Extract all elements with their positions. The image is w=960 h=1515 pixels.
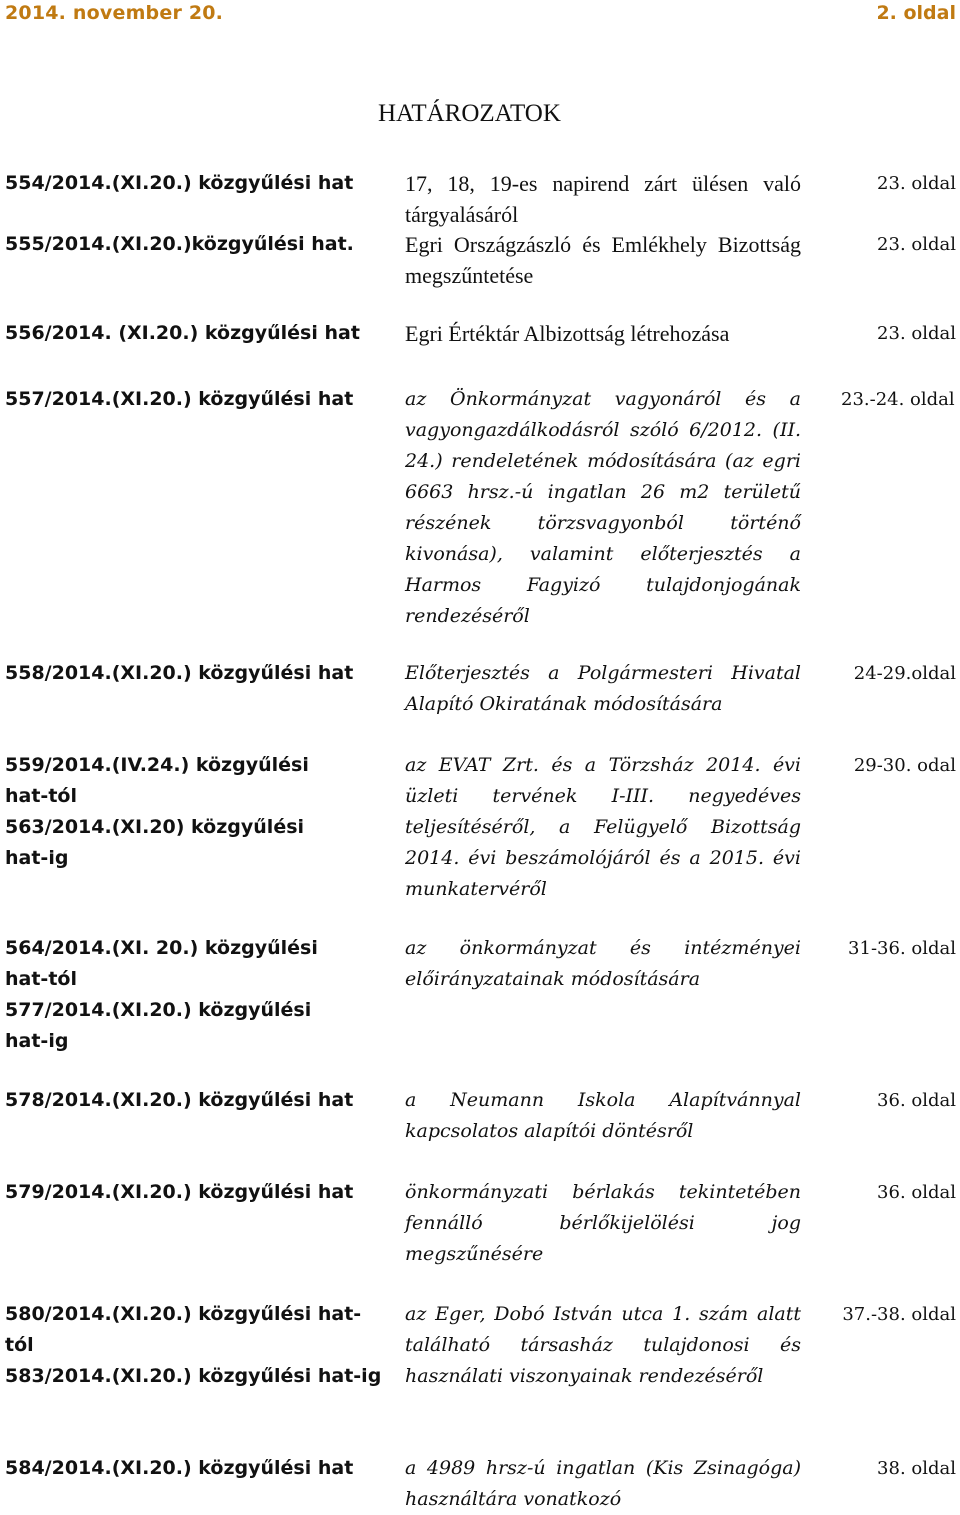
resolution-page: 36. oldal	[877, 1182, 956, 1203]
header-page-number: 2. oldal	[876, 2, 956, 24]
resolution-ref	[5, 1177, 360, 1208]
resolution-subject: Előterjesztés a Polgármesteri Hivatal Alapító Okiratának módosítására	[405, 662, 801, 715]
resolution-subject: az Önkormányzat vagyonáról és a vagyongazdálkodásról szóló 6/2012. (II. 24.) rendeletének módosítására (az egri 6663 hrsz.-ú ingatlan 26 m2 területű részének törzsvagyonból történő kivonása), valamint előterjesztés a Harmos Fagyizó tulajdonjogának rendezéséről	[405, 388, 801, 627]
resolution-subject: az Eger, Dobó István utca 1. szám alatt található társasház tulajdonosi és használati viszonyainak rendezéséről	[405, 1303, 801, 1387]
resolution-ref-line: 583/2014.(XI.20.) közgyűlési hat-ig	[5, 1365, 382, 1387]
resolution-ref-line: 563/2014.(XI.20) közgyűlési	[5, 816, 305, 838]
resolution-ref-line: 554/2014.(XI.20.) közgyűlési hat	[5, 172, 354, 194]
resolution-ref	[5, 1453, 360, 1484]
resolution-ref-line: 558/2014.(XI.20.) közgyűlési hat	[5, 662, 354, 684]
resolution-ref	[5, 658, 360, 689]
resolution-subject: Egri Országzászló és Emlékhely Bizottság megszűntetése	[405, 232, 801, 288]
resolution-ref-line: 559/2014.(IV.24.) közgyűlési	[5, 754, 309, 776]
resolution-page: 23.-24. oldal	[841, 389, 955, 410]
resolution-ref	[5, 318, 360, 349]
resolution-ref-line: 557/2014.(XI.20.) közgyűlési hat	[5, 388, 354, 410]
resolution-subject: az önkormányzat és intézményei előirányzatainak módosítására	[405, 937, 801, 990]
resolution-subject: 17, 18, 19-es napirend zárt ülésen való tárgyalásáról	[405, 171, 801, 227]
resolution-page: 23. oldal	[877, 323, 956, 344]
resolution-ref-line: 578/2014.(XI.20.) közgyűlési hat	[5, 1089, 354, 1111]
resolution-page: 23. oldal	[877, 234, 956, 255]
resolution-subject: Egri Értéktár Albizottság létrehozása	[405, 321, 730, 346]
resolution-subject: önkormányzati bérlakás tekintetében fennálló bérlőkijelölési jog megszűnésére	[405, 1181, 801, 1265]
resolution-ref-line: 555/2014.(XI.20.)közgyűlési hat.	[5, 233, 354, 255]
resolution-ref	[5, 750, 360, 874]
resolution-ref-line: hat-ig	[5, 847, 69, 869]
resolution-ref-line: 584/2014.(XI.20.) közgyűlési hat	[5, 1457, 354, 1479]
resolution-page: 23. oldal	[877, 173, 956, 194]
resolution-ref-line: 580/2014.(XI.20.) közgyűlési hat-	[5, 1303, 362, 1325]
resolution-subject: a 4989 hrsz-ú ingatlan (Kis Zsinagóga) használtára vonatkozó	[405, 1457, 801, 1510]
resolution-ref	[5, 384, 360, 415]
header-date: 2014. november 20.	[5, 2, 224, 24]
resolution-ref	[5, 933, 360, 1057]
resolution-ref-line: 577/2014.(XI.20.) közgyűlési	[5, 999, 312, 1021]
resolution-ref	[5, 1085, 360, 1116]
resolution-ref-line: 556/2014. (XI.20.) közgyűlési hat	[5, 322, 360, 344]
resolution-page: 36. oldal	[877, 1090, 956, 1111]
resolution-ref	[5, 229, 360, 260]
document-title: HATÁROZATOK	[378, 100, 561, 127]
resolution-page: 38. oldal	[877, 1458, 956, 1479]
resolution-ref	[5, 168, 360, 199]
resolution-page: 29-30. odal	[853, 755, 956, 776]
resolution-ref-line: hat-ig	[5, 1030, 69, 1052]
resolution-subject: az EVAT Zrt. és a Törzsház 2014. évi üzleti tervének I-III. negyedéves teljesítéséről, a Felügyelő Bizottság 2014. évi beszámolójáról és a 2015. évi munkatervéről	[405, 754, 801, 900]
resolution-ref-line: tól	[5, 1334, 34, 1356]
resolution-subject: a Neumann Iskola Alapítvánnyal kapcsolatos alapítói döntésről	[405, 1089, 801, 1142]
resolution-ref-line: hat-tól	[5, 968, 77, 990]
resolution-ref	[5, 1299, 382, 1392]
resolution-ref-line: hat-tól	[5, 785, 77, 807]
resolution-page: 37.-38. oldal	[842, 1304, 956, 1325]
resolution-ref-line: 564/2014.(XI. 20.) közgyűlési	[5, 937, 318, 959]
resolution-ref-line: 579/2014.(XI.20.) közgyűlési hat	[5, 1181, 354, 1203]
resolution-page: 24-29.oldal	[853, 663, 956, 684]
resolution-page: 31-36. oldal	[848, 938, 956, 959]
